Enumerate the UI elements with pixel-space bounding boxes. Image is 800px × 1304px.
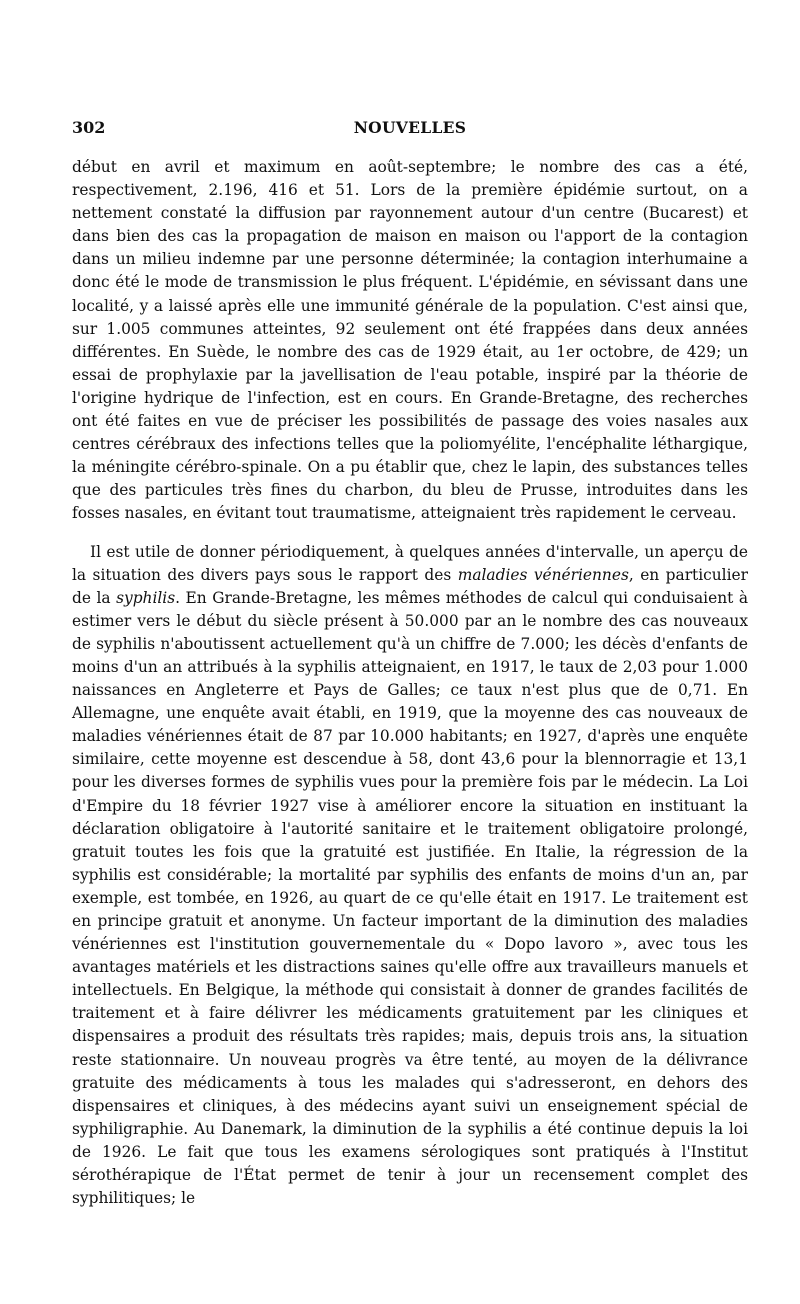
emphasis-maladies-veneriennes: maladies vénériennes [457,565,629,584]
running-title: NOUVELLES [353,118,467,137]
paragraph-2-text-start: Il est utile de donner périodiquement, à quelques années d'intervalle, un aperçu de la situation des divers pays sous le rapport des [72,542,748,584]
paragraph-2-text-rest: . En Grande-Bretagne, les mêmes méthodes de calcul qui conduisaient à estimer vers le début du siècle présent à 50.000 par an le nombre des cas nouveaux de syphilis n'aboutissent actuellement qu'à un chiffre de 7.000; les décès d'enfants de moins d'un an attribués à la syphilis atteignaient, en 1917, le taux de 2,03 pour 1.000 naissances en Angleterre et Pays de Galles; ce taux n'est plus que de 0,71. En Allemagne, une enquête avait établi, en 1919, que la moyenne des cas nouveaux de maladies vénériennes était de 87 par 10.000 habitants; en 1927, d'après une enquête similaire, cette moyenne est descendue à 58, dont 43,6 pour la blennorragie et 13,1 pour les diverses formes de syphilis vues pour la première fois par le médecin. La Loi d'Empire du 18 février 1927 vise à améliorer encore la situation en instituant la déclaration obligatoire à l'autorité sanitaire et le traitement obligatoire prolongé, gratuit toutes les fois que la gratuité est justifiée. En Italie, la régression de la syphilis est considérable; la mortalité par syphilis des enfants de moins d'un an, par exemple, est tombée, en 1926, au quart de ce qu'elle était en 1917. Le traitement est en principe gratuit et anonyme. Un facteur important de la diminution des maladies vénériennes est l'institution gouvernementale du « Dopo lavoro », avec tous les avantages matériels et les distractions saines qu'elle offre aux travailleurs manuels et intellectuels. En Belgique, la méthode qui consistait à donner de grandes facilités de traitement et à faire délivrer les médicaments gratuitement par les cliniques et dispensaires a produit des résultats très rapides; mais, depuis trois ans, la situation reste stationnaire. Un nouveau progrès va être tenté, au moyen de la délivrance gratuite des médicaments à tous les malades qui s'adresseront, en dehors des dispensaires et cliniques, à des médecins ayant suivi un enseignement spécial de syphiligraphie. Au Danemark, la diminution de la syphilis a été continue depuis la loi de 1926. Le fait que tous les examens sérologiques sont pratiqués à l'Institut sérothérapique de l'État permet de tenir à jour un recensement complet des syphilitiques; le [72,588,749,1208]
emphasis-syphilis: syphilis [116,588,176,607]
body-paragraph-1: début en avril et maximum en août-septembre; le nombre des cas a été, respectivement, 2.196, 416 et 51. Lors de la première épidémie surtout, on a nettement constaté la diffusion par rayonnement autour d'un centre (Bucarest) et dans bien des cas la propagation de maison en maison ou l'apport de la contagion dans un milieu indemne par une personne déterminée; la contagion interhumaine a donc été le mode de transmission le plus fréquent. L'épidémie, en sévissant dans une localité, y a laissé après elle une immunité générale de la population. C'est ainsi que, sur 1.005 communes atteintes, 92 seulement ont été frappées dans deux années différentes. En Suède, le nombre des cas de 1929 était, au 1er octobre, de 429; un essai de prophylaxie par la javellisation de l'eau potable, inspiré par la théorie de l'origine hydrique de l'infection, est en cours. En Grande-Bretagne, des recherches ont été faites en vue de préciser les possibilités de passage des voies nasales aux centres cérébraux des infections telles que la poliomyélite, l'encéphalite léthargique, la méningite cérébro-spinale. On a pu établir que, chez le lapin, des substances telles que des particules très fines du charbon, du bleu de Prusse, introduites dans les fosses nasales, en évitant tout traumatisme, atteignaient très rapidement le cerveau. [72,158,748,523]
body-paragraph-2 [72,541,748,1211]
paragraph-2-text-between: , en particulier de la [72,565,748,607]
page-header [72,118,748,146]
page-number: 302 [72,118,106,137]
